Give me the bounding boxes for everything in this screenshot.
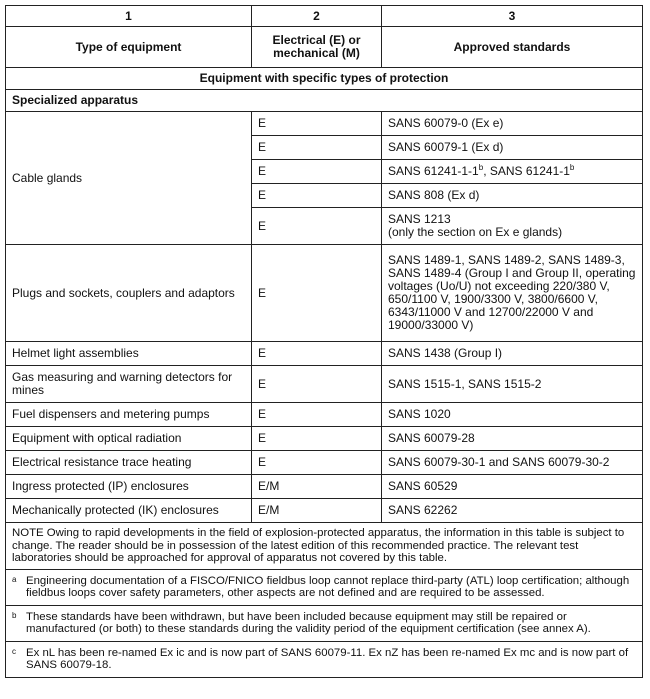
equipment-cell: Helmet light assemblies: [6, 342, 252, 366]
footnote-text: Engineering documentation of a FISCO/FNICO fieldbus loop cannot replace third-party (ATL) loop certification; although fieldbus loops cover safety parameters, other aspects are not defined and are required to be assessed.: [26, 574, 630, 599]
column-number-3: 3: [382, 6, 643, 27]
approved-standards-table: [5, 5, 643, 678]
header-type-of-equipment: Type of equipment: [6, 27, 252, 68]
standard-cell: SANS 1515-1, SANS 1515-2: [382, 366, 643, 403]
footnote-ref: b: [569, 163, 575, 172]
header-row: [6, 27, 643, 68]
type-cell: E: [252, 160, 382, 184]
standard-cell: SANS 60079-28: [382, 427, 643, 451]
table-row: [6, 245, 643, 342]
equipment-cell: Mechanically protected (IK) enclosures: [6, 499, 252, 523]
type-cell: E: [252, 208, 382, 245]
standard-cell: [382, 208, 643, 245]
standard-cell: SANS 60529: [382, 475, 643, 499]
standard-cell: SANS 1489-1, SANS 1489-2, SANS 1489-3, SANS 1489-4 (Group I and Group II, operating voltages (Uo/U) not exceeding 220/380 V, 650/1100 V, 1900/3300 V, 3800/6600 V, 6343/11000 V and 12700/22000 V and 19000/33000 V): [382, 245, 643, 342]
type-cell: E: [252, 403, 382, 427]
standard-cell: SANS 60079-30-1 and SANS 60079-30-2: [382, 451, 643, 475]
equipment-cell: Equipment with optical radiation: [6, 427, 252, 451]
footnote-c: [6, 641, 643, 677]
type-cell: E: [252, 451, 382, 475]
column-number-2: 2: [252, 6, 382, 27]
footnote-text: Ex nL has been re-named Ex ic and is now part of SANS 60079-11. Ex nZ has been re-named Ex mc and is now part of SANS 60079-18.: [26, 646, 629, 671]
standard-cell: SANS 60079-0 (Ex e): [382, 112, 643, 136]
note-row: [6, 523, 643, 570]
column-number-row: [6, 6, 643, 27]
section-title: Equipment with specific types of protection: [6, 68, 643, 90]
type-cell: E: [252, 342, 382, 366]
type-cell: E: [252, 245, 382, 342]
subsection-row: [6, 90, 643, 112]
footnote-a: [6, 569, 643, 605]
footnote-text: These standards have been withdrawn, but have been included because equipment may still be repaired or manufactured (or both) to these standards during the validity period of the equipment certification (see annex A).: [26, 610, 591, 635]
table-note: NOTE Owing to rapid developments in the field of explosion-protected apparatus, the information in this table is subject to change. The reader should be in possession of the latest edition of this recommended practice. The relevant test laboratories should be approached for approval of apparatus not covered by this table.: [6, 523, 643, 570]
table-row: [6, 427, 643, 451]
type-cell: E: [252, 427, 382, 451]
equipment-cell: Gas measuring and warning detectors for mines: [6, 366, 252, 403]
equipment-cell: Plugs and sockets, couplers and adaptors: [6, 245, 252, 342]
equipment-cell: Ingress protected (IP) enclosures: [6, 475, 252, 499]
table-row: [6, 451, 643, 475]
table-row: [6, 366, 643, 403]
footnote-row: [6, 569, 643, 605]
table-row: [6, 112, 643, 136]
standard-cell: SANS 808 (Ex d): [382, 184, 643, 208]
standard-note: (only the section on Ex e glands): [388, 225, 563, 239]
table-row: [6, 342, 643, 366]
standard-cell: SANS 62262: [382, 499, 643, 523]
standard-cell: SANS 1438 (Group I): [382, 342, 643, 366]
table-row: [6, 403, 643, 427]
standard-part: SANS 61241-1-1: [388, 164, 479, 178]
standard-cell: [382, 160, 643, 184]
type-cell: E: [252, 112, 382, 136]
standard-part: , SANS 61241-1: [483, 164, 570, 178]
type-cell: E: [252, 366, 382, 403]
equipment-cell: Fuel dispensers and metering pumps: [6, 403, 252, 427]
column-number-1: 1: [6, 6, 252, 27]
standard-cell: SANS 60079-1 (Ex d): [382, 136, 643, 160]
footnote-b: [6, 605, 643, 641]
standard-text: SANS 1213: [388, 212, 451, 226]
cable-glands-label: Cable glands: [6, 112, 252, 245]
footnote-row: [6, 641, 643, 677]
standard-cell: SANS 1020: [382, 403, 643, 427]
type-cell: E/M: [252, 475, 382, 499]
footnote-mark: c: [12, 646, 16, 656]
header-approved-standards: Approved standards: [382, 27, 643, 68]
equipment-cell: Electrical resistance trace heating: [6, 451, 252, 475]
table-row: [6, 499, 643, 523]
footnote-row: [6, 605, 643, 641]
header-electrical-mechanical: Electrical (E) or mechanical (M): [252, 27, 382, 68]
footnote-mark: b: [12, 610, 17, 620]
section-row: [6, 68, 643, 90]
table-row: [6, 475, 643, 499]
type-cell: E: [252, 136, 382, 160]
footnote-mark: a: [12, 574, 17, 584]
type-cell: E/M: [252, 499, 382, 523]
footnote-ref: b: [478, 163, 484, 172]
subsection-title: Specialized apparatus: [6, 90, 643, 112]
type-cell: E: [252, 184, 382, 208]
